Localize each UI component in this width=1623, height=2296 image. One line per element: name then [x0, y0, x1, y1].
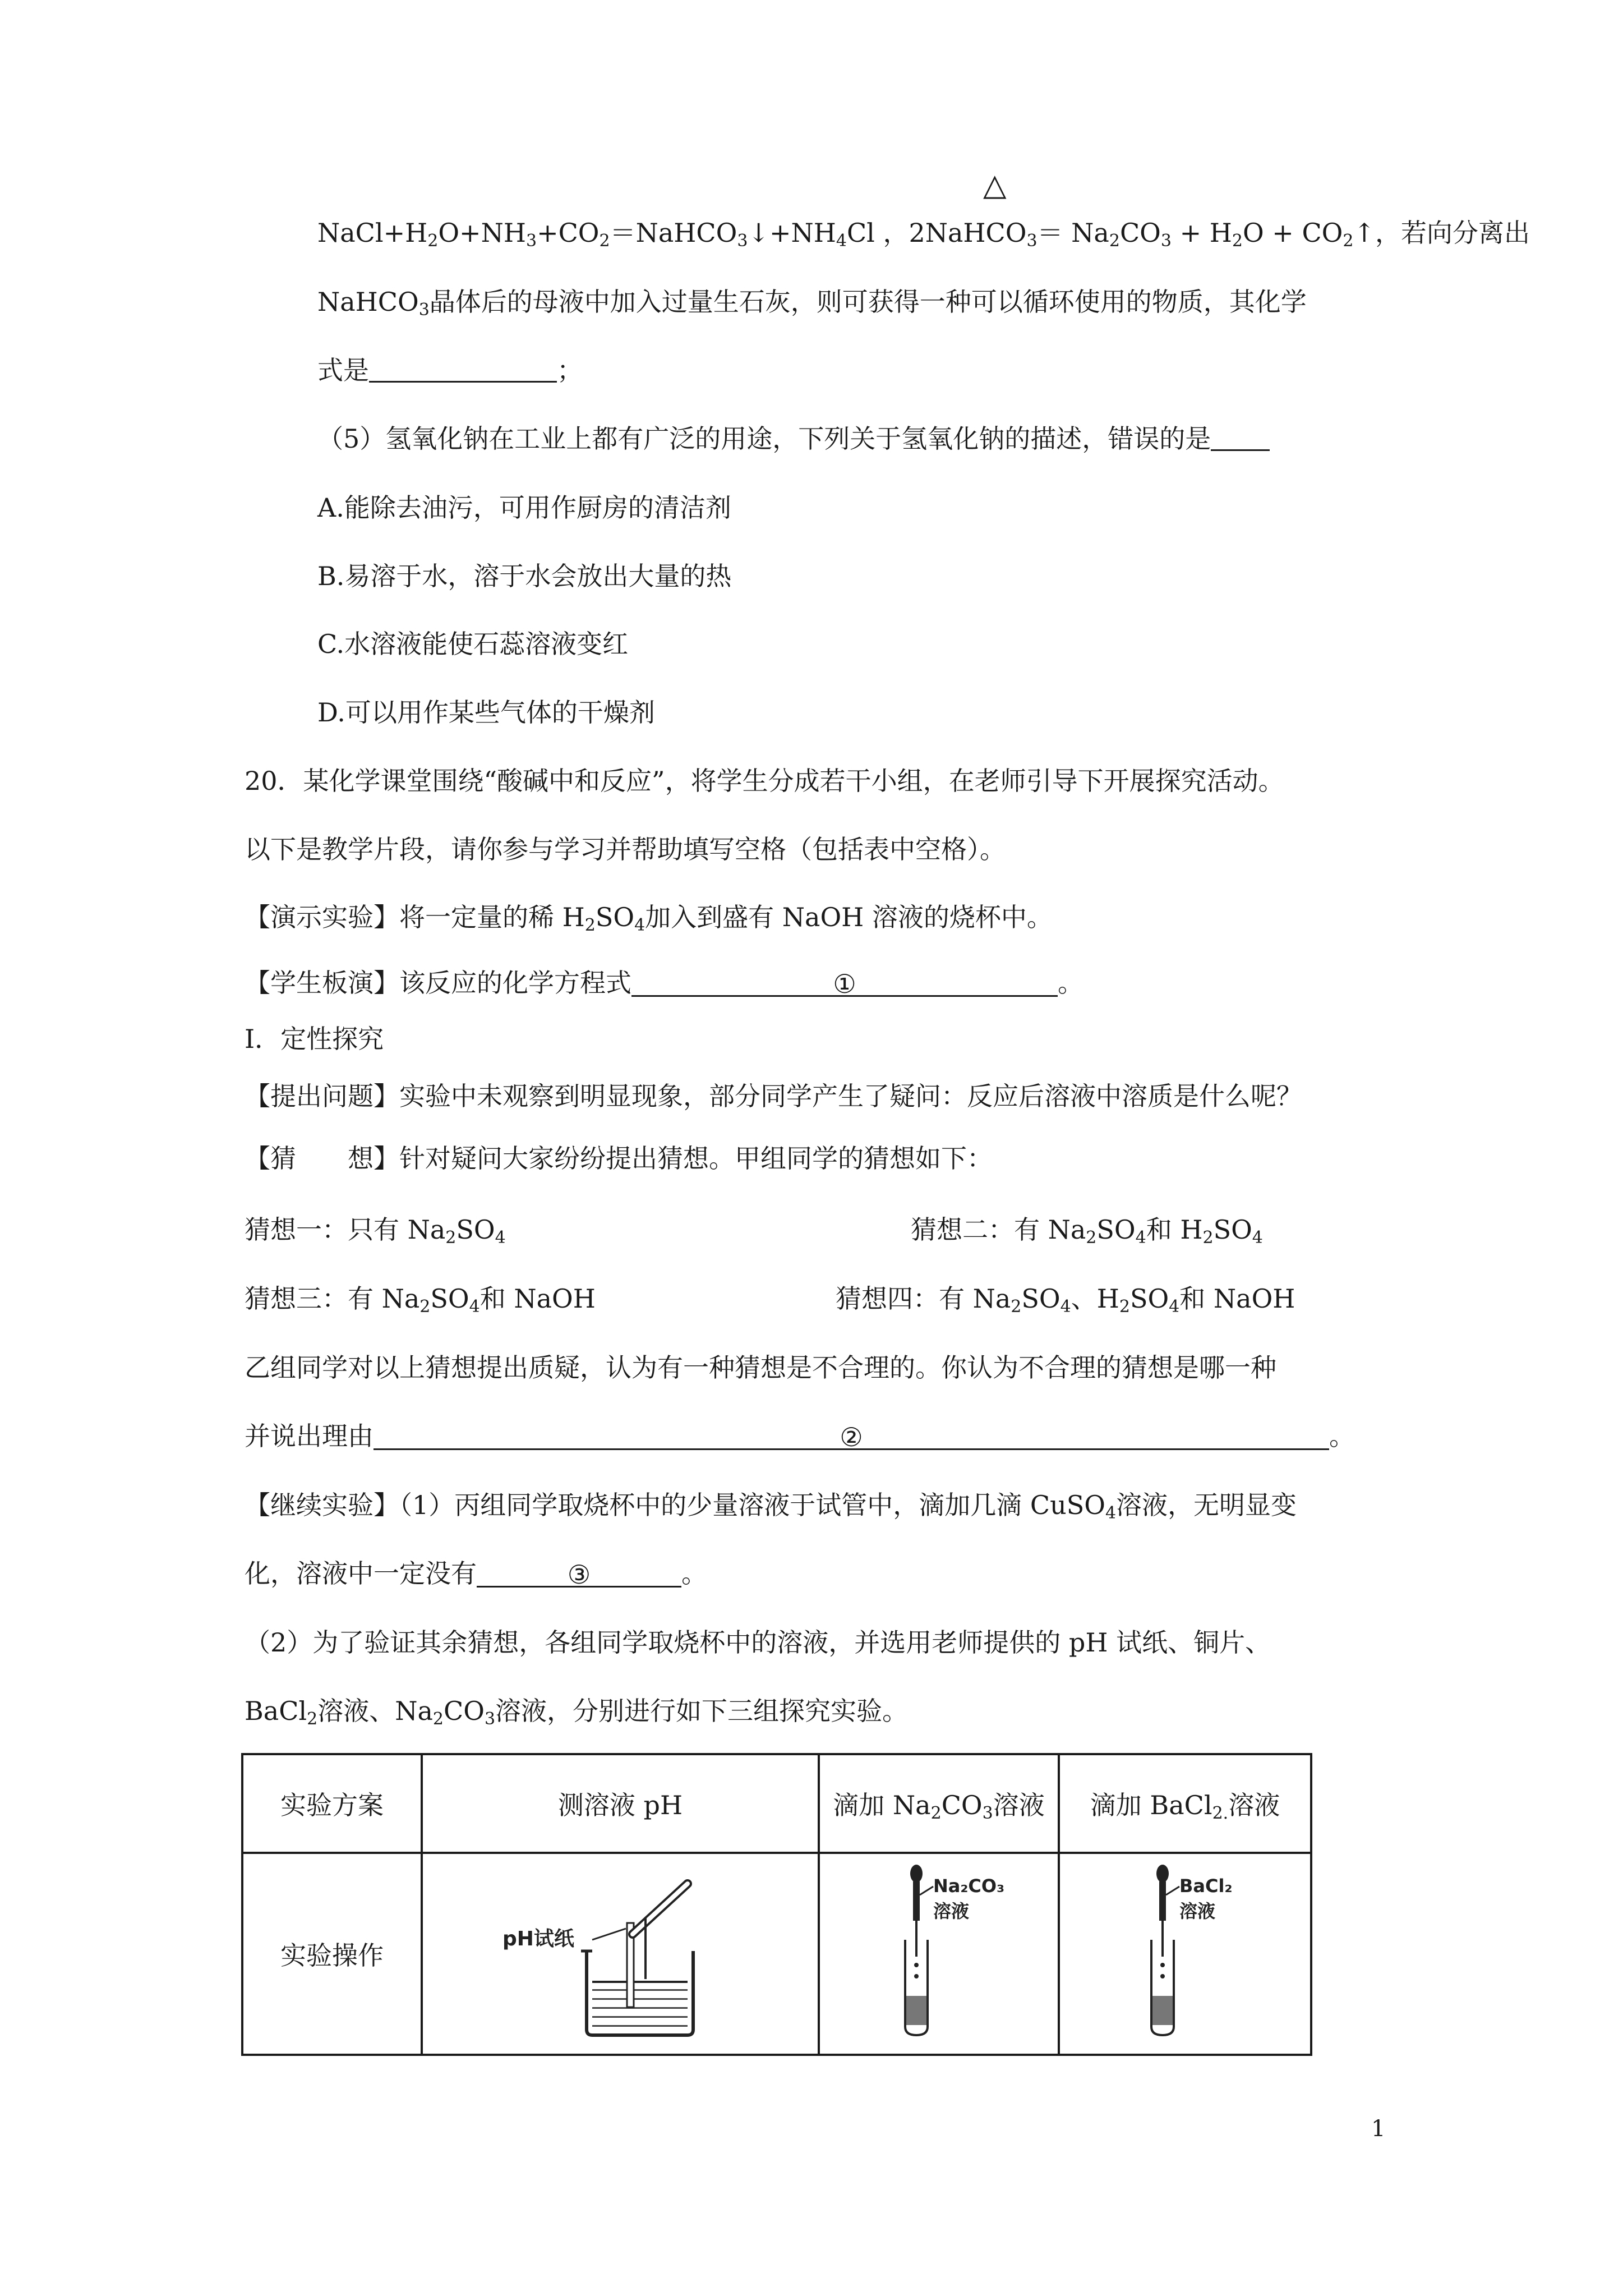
doubt-line: 乙组同学对以上猜想提出质疑，认为有一种猜想是不合理的。你认为不合理的猜想是哪一种	[245, 1352, 1276, 1383]
experiment-table	[241, 1753, 1312, 2056]
ph-paper-label: pH试纸	[502, 1927, 574, 1950]
answer-blank[interactable]	[369, 355, 557, 383]
verify-line: BaCl$_2$溶液、$Na_2CO_3$溶液，分别进行如下三组探究实验。	[245, 1696, 909, 1729]
table-header-ph: 测溶液 pH	[422, 1754, 819, 1853]
option-c: C.水溶液能使石蕊溶液变红	[317, 629, 629, 659]
na2co3-dropper-figure	[819, 1853, 1059, 2055]
answer-blank-3[interactable]: ③	[477, 1560, 681, 1588]
answer-blank[interactable]	[1211, 424, 1270, 451]
table-header-bacl2: 滴加 BaCl$_{2.}$溶液	[1059, 1754, 1311, 1853]
continue-experiment: 【继续实验】（1）丙组同学取烧杯中的少量溶液于试管中，滴加几滴 CuSO$_4$溶液，无明显变	[245, 1490, 1297, 1523]
table-header-na2co3: 滴加 $Na_2CO_3$溶液	[819, 1754, 1059, 1853]
verify-line: （2）为了验证其余猜想，各组同学取烧杯中的溶液，并选用老师提供的 pH 试纸、铜片、	[245, 1627, 1271, 1658]
text-line: NaHCO$_3$晶体后的母液中加入过量生石灰，则可获得一种可以循环使用的物质，其化学	[317, 287, 1307, 320]
ph-test-figure	[422, 1853, 819, 2055]
dropper-test-tube-figure	[855, 1861, 1023, 2041]
solution-label: 溶液	[933, 1900, 970, 1922]
equation-line: $NaCl+H_2O+NH_3+CO_2=NaHCO_3↓+NH_4Cl$ ，2NaHCO$_3$＝ $Na_2CO_3 + H_2O$ + $CO_2↑$，若向分离出	[317, 218, 1530, 251]
question-5-stem: （5）氢氧化钠在工业上都有广泛的用途，下列关于氢氧化钠的描述，错误的是	[317, 422, 1270, 455]
bacl2-label: BaCl₂	[1179, 1875, 1233, 1897]
answer-blank-1[interactable]: ①	[631, 969, 1058, 997]
question-20-intro: 以下是教学片段，请你参与学习并帮助填写空格（包括表中空格）。	[245, 834, 1006, 864]
section-heading: Ⅰ．定性探究	[245, 1024, 384, 1054]
option-b: B.易溶于水，溶于水会放出大量的热	[317, 561, 732, 591]
question-20-intro: 20．某化学课堂围绕“酸碱中和反应”，将学生分成若干小组，在老师引导下开展探究活动。	[245, 766, 1284, 796]
bacl2-dropper-figure	[1059, 1853, 1311, 2055]
guess-1: 猜想一：只有 $Na_2SO_4$	[245, 1214, 506, 1248]
beaker-ph-paper-figure	[502, 1861, 738, 2041]
student-board: 【学生板演】该反应的化学方程式 ① 。	[245, 968, 1083, 999]
guess-2: 猜想二：有 $Na_2SO_4$和 $H_2SO_4$	[911, 1214, 1263, 1248]
heat-symbol: △	[983, 167, 1007, 203]
text-line: 式是 ；	[317, 355, 583, 385]
answer-blank-2[interactable]: ②	[374, 1423, 1329, 1450]
table-header-plan: 实验方案	[242, 1754, 422, 1853]
table-row-label: 实验操作	[242, 1853, 422, 2055]
guess-3: 猜想三：有 $Na_2SO_4$和 NaOH	[245, 1283, 596, 1317]
guess-heading: 【猜 想】针对疑问大家纷纷提出猜想。甲组同学的猜想如下：	[245, 1143, 993, 1174]
dropper-test-tube-figure	[1101, 1861, 1269, 2041]
demo-experiment: 【演示实验】将一定量的稀 $H_2SO_4$加入到盛有 NaOH 溶液的烧杯中。	[245, 902, 1053, 935]
continue-experiment: 化，溶液中一定没有 ③ 。	[245, 1558, 707, 1590]
page-number: 1	[1371, 2116, 1386, 2142]
reason-line: 并说出理由 ② 。	[245, 1421, 1355, 1452]
solution-label: 溶液	[1179, 1900, 1216, 1922]
guess-4: 猜想四：有 $Na_2SO_4$、$H_2SO_4$和 NaOH	[836, 1283, 1295, 1317]
raise-question: 【提出问题】实验中未观察到明显现象，部分同学产生了疑问：反应后溶液中溶质是什么呢？	[245, 1081, 1302, 1111]
na2co3-label: Na₂CO₃	[933, 1875, 1005, 1897]
option-d: D.可以用作某些气体的干燥剂	[317, 697, 655, 728]
option-a: A.能除去油污，可用作厨房的清洁剂	[317, 493, 731, 523]
